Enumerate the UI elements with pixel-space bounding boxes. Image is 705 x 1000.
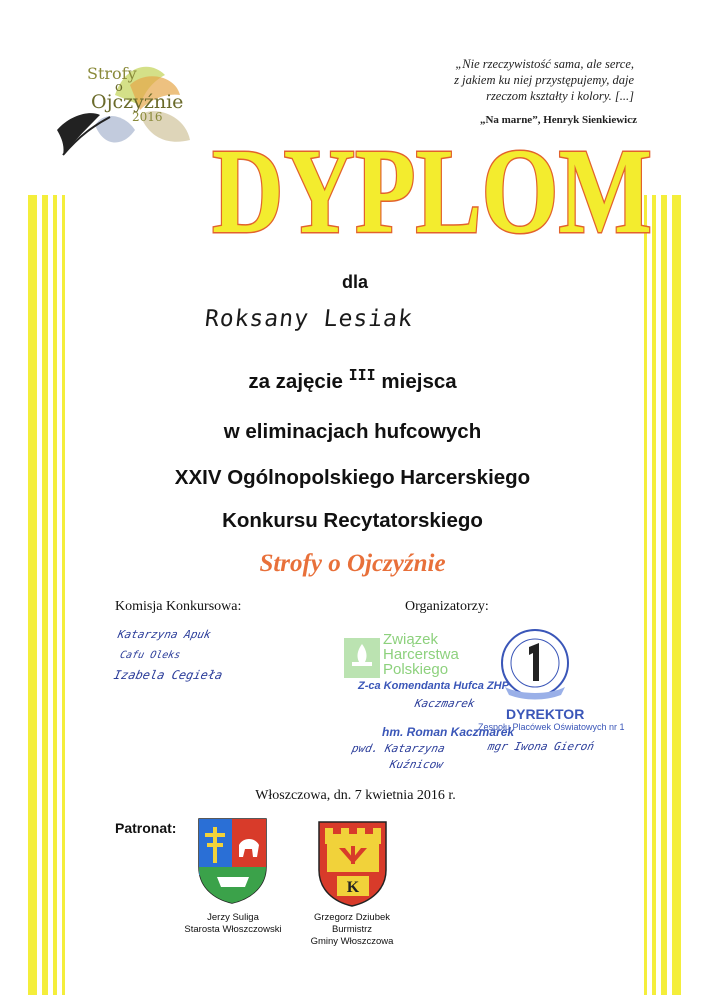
patron-2-caption: Grzegorz Dziubek Burmistrz Gminy Włoszczowa xyxy=(310,912,394,947)
signature-2: Cafu Oleks xyxy=(118,650,182,661)
signature-1: Katarzyna Apuk xyxy=(116,628,213,641)
pwd-signature: pwd. Katarzyna xyxy=(350,742,447,755)
patron-1-caption: Jerzy Suliga Starosta Włoszczowski xyxy=(184,912,282,935)
director-signature: mgr Iwona Gieroń xyxy=(486,740,596,753)
eliminations-line: w eliminacjach hufcowych xyxy=(223,420,482,443)
contest-line: XXIV Ogólnopolskiego Harcerskiego xyxy=(174,466,531,489)
award-place: III xyxy=(348,366,376,384)
school-stamp: Zespołu Placówek Oświatowych nr 1 xyxy=(478,722,625,732)
pwd-signature-2: Kuźnicow xyxy=(388,758,445,771)
town-coat-of-arms-icon xyxy=(315,818,390,908)
patronage-label: Patronat: xyxy=(115,820,177,836)
organizers-label: Organizatorzy: xyxy=(405,599,489,614)
recipient-name: Roksany Lesiak xyxy=(203,306,415,332)
zhp-name: Związek Harcerstwa Polskiego xyxy=(383,631,459,678)
left-stripe-border xyxy=(28,195,65,995)
signature-3: Izabela Cegieła xyxy=(112,668,224,682)
date-line: Włoszczowa, dn. 7 kwietnia 2016 r. xyxy=(255,788,456,803)
quote: „Nie rzeczywistość sama, ale serce, z jakiem ku niej przystępujemy, daje rzeczom kształty i kolory. [...] xyxy=(454,57,634,103)
right-stripe-border xyxy=(644,195,681,995)
diploma-title-text: DYPLOM xyxy=(212,124,652,259)
quote-author: „Na marne”, Henryk Sienkiewicz xyxy=(479,114,637,126)
award-line xyxy=(0,366,705,394)
contest-line-2: Konkursu Recytatorskiego xyxy=(222,509,483,532)
zhp-signature: Kaczmarek xyxy=(413,697,476,710)
director-stamp: DYREKTOR xyxy=(506,706,585,722)
school-logo-icon xyxy=(495,625,575,705)
county-coat-of-arms-icon xyxy=(195,815,270,905)
dla-label: dla xyxy=(341,272,368,292)
award-post: miejsca xyxy=(381,370,457,393)
event-title: Strofy o Ojczyźnie xyxy=(259,550,446,577)
svg-text:K: K xyxy=(346,879,360,896)
diploma-title xyxy=(205,124,660,259)
award-pre: za zajęcie xyxy=(248,370,343,393)
logo-text: Strofy o Ojczyźnie 2016 xyxy=(87,64,184,124)
zhp-stamp-name: hm. Roman Kaczmarek xyxy=(382,725,515,739)
committee-label: Komisja Konkursowa: xyxy=(115,599,242,614)
zhp-stamp: Z-ca Komendanta Hufca ZHP xyxy=(358,680,509,692)
